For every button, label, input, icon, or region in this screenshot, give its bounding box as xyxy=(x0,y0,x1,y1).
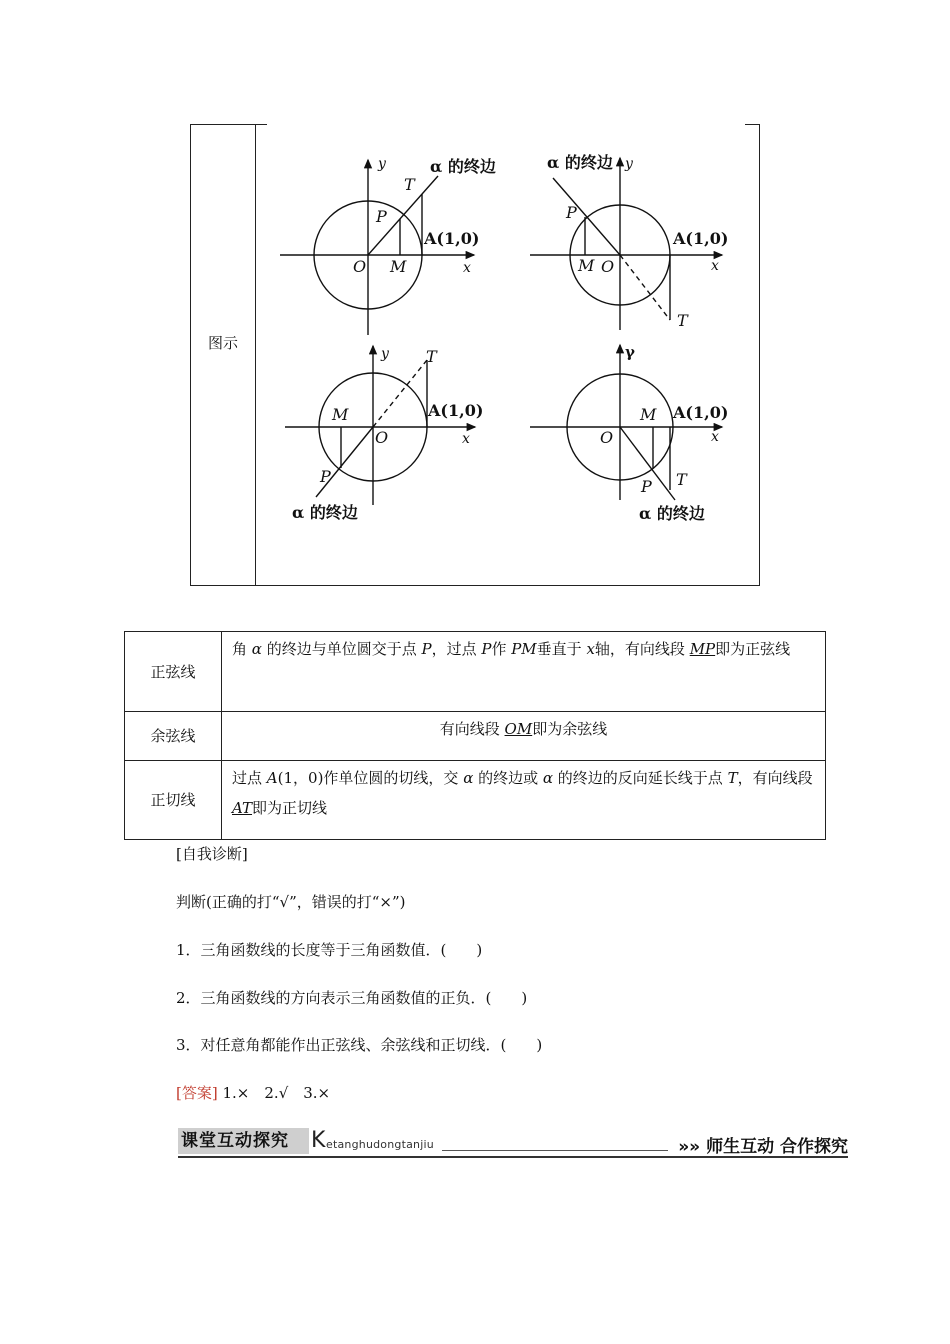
segment-mp: MP xyxy=(689,640,716,658)
x-axis-label-3: x xyxy=(462,431,470,447)
x-axis-label-4: x xyxy=(711,429,719,445)
question-item-2: 2．三角函数线的方向表示三角函数值的正负．( ) xyxy=(176,989,528,1007)
origin-3: O xyxy=(375,428,389,447)
x-axis-label-1: x xyxy=(463,260,471,276)
y-axis-label-1: y xyxy=(378,156,386,172)
y-axis-label-3: y xyxy=(381,346,389,362)
table-row xyxy=(125,632,826,712)
section-banner xyxy=(178,1126,848,1162)
point-p-1: P xyxy=(376,207,387,226)
point-a-4: A(1,0) xyxy=(673,403,729,422)
question-item-3: 3．对任意角都能作出正弦线、余弦线和正切线．( ) xyxy=(176,1036,543,1054)
banner-right-text: »» 师生互动 合作探究 xyxy=(678,1137,848,1157)
row-content-sine: 角 α 的终边与单位圆交于点 P，过点 P作 PM垂直于 x轴，有向线段 MP即为正弦线 xyxy=(222,632,826,712)
point-p-2: P xyxy=(566,203,577,222)
unit-circle-diagrams xyxy=(0,0,950,600)
x-axis-label-2: x xyxy=(711,258,719,274)
alpha-label-2: α 的终边 xyxy=(547,153,613,172)
row-label-cosine: 余弦线 xyxy=(125,712,222,761)
point-m-2: M xyxy=(578,256,595,275)
segment-at: AT xyxy=(232,799,253,817)
point-t-2: T xyxy=(677,311,688,330)
trig-lines-table xyxy=(124,631,826,840)
point-a-2: A(1,0) xyxy=(673,229,729,248)
answer-text: 1.× 2.√ 3.× xyxy=(222,1084,331,1102)
banner-pinyin: etanghudongtanjiu xyxy=(326,1138,434,1151)
point-t-3: T xyxy=(426,347,437,366)
segment-om: OM xyxy=(504,720,533,738)
row-content-cosine: 有向线段 OM即为余弦线 xyxy=(222,712,826,761)
origin-4: O xyxy=(600,428,614,447)
point-t-4: T xyxy=(676,470,687,489)
answer-tag: [答案] xyxy=(176,1084,218,1102)
row-label-sine: 正弦线 xyxy=(125,632,222,712)
row-label-tangent: 正切线 xyxy=(125,761,222,840)
alpha-label-4: α 的终边 xyxy=(639,504,705,523)
figure-label: 图示 xyxy=(207,334,238,352)
table-row xyxy=(125,761,826,840)
diagram-quadrant-3 xyxy=(285,346,475,505)
point-m-1: M xyxy=(390,257,407,276)
point-p-3: P xyxy=(320,467,331,486)
origin-1: O xyxy=(353,257,367,276)
alpha-label-1: α 的终边 xyxy=(430,157,496,176)
point-m-4: M xyxy=(640,405,657,424)
alpha-label-3: α 的终边 xyxy=(292,503,358,522)
point-a-3: A(1,0) xyxy=(428,401,484,420)
banner-k-letter: K xyxy=(311,1128,326,1153)
y-axis-label-2: y xyxy=(625,156,633,172)
origin-2: O xyxy=(601,257,615,276)
question-item-1: 1．三角函数线的长度等于三角函数值．( ) xyxy=(176,941,483,959)
table-row xyxy=(125,712,826,761)
self-check-heading: [自我诊断] xyxy=(176,845,248,863)
diagram-quadrant-4 xyxy=(530,345,722,500)
banner-title: 课堂互动探究 xyxy=(178,1128,309,1154)
point-t-1: T xyxy=(404,175,415,194)
point-a-1: A(1,0) xyxy=(424,229,480,248)
point-m-3: M xyxy=(332,405,349,424)
self-check-instruction: 判断(正确的打“√”，错误的打“×”) xyxy=(176,893,406,911)
row-content-tangent: 过点 A(1，0)作单位圆的切线，交 α 的终边或 α 的终边的反向延长线于点 T，有向线段 AT即为正切线 xyxy=(222,761,826,840)
answer-line xyxy=(176,1082,330,1103)
point-p-4: P xyxy=(641,477,652,496)
y-axis-label-4: γ xyxy=(625,343,635,361)
